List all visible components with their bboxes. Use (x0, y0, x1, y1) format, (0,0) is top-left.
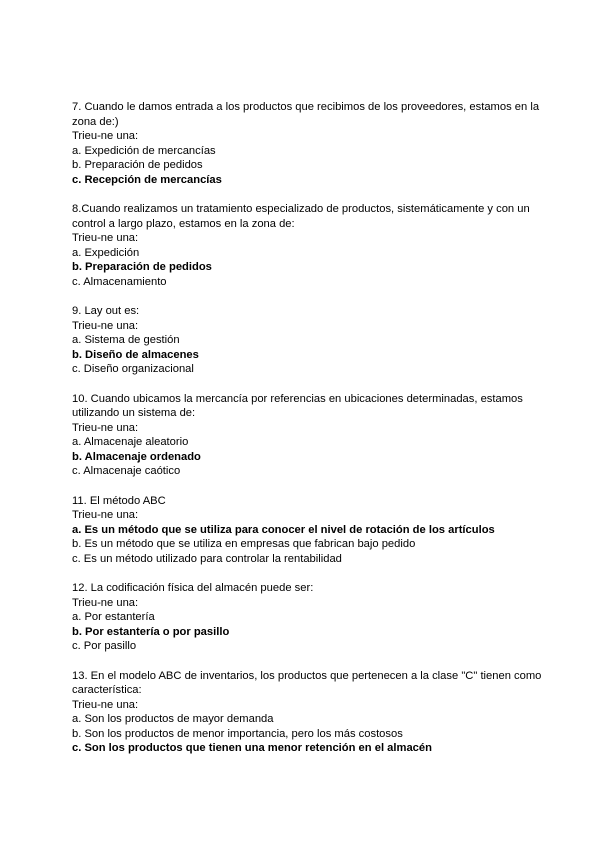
option-a: a. Por estantería (72, 611, 155, 623)
question-13 (72, 669, 542, 756)
option-c-correct: c. Recepción de mercancías (72, 173, 222, 186)
question-7 (72, 100, 542, 187)
option-a-correct: a. Es un método que se utiliza para conocer el nivel de rotación de los artículos (72, 523, 495, 536)
option-a: a. Son los productos de mayor demanda (72, 713, 274, 725)
document-page (72, 100, 542, 771)
option-a: a. Expedición (72, 246, 140, 259)
option-a: a. Expedición de mercancías (72, 144, 216, 157)
option-b-correct: b. Por estantería o por pasillo (72, 625, 230, 638)
question-10 (72, 392, 542, 479)
option-b: b. Son los productos de menor importancia, pero los más costosos (72, 727, 403, 740)
question-text: 9. Lay out es: (72, 305, 140, 317)
option-b-correct: b. Almacenaje ordenado (72, 450, 201, 463)
question-12 (72, 581, 542, 654)
option-a: a. Almacenaje aleatorio (72, 436, 189, 448)
question-9 (72, 304, 542, 377)
question-11 (72, 494, 542, 567)
question-prompt: Trieu-ne una: (72, 596, 139, 609)
option-c: c. Almacenamiento (72, 275, 167, 288)
option-b-correct: b. Preparación de pedidos (72, 261, 212, 273)
option-b-correct: b. Diseño de almacenes (72, 348, 199, 361)
option-c: c. Es un método utilizado para controlar la rentabilidad (72, 552, 342, 565)
question-prompt: Trieu-ne una: (72, 232, 139, 244)
question-prompt: Trieu-ne una: (72, 421, 139, 434)
option-c: c. Por pasillo (72, 640, 137, 652)
option-b: b. Es un método que se utiliza en empresas que fabrican bajo pedido (72, 538, 416, 550)
question-text: 11. El método ABC (72, 494, 166, 507)
option-c-correct: c. Son los productos que tienen una menor retención en el almacén (72, 742, 432, 754)
question-prompt: Trieu-ne una: (72, 319, 139, 332)
question-text: 13. En el modelo ABC de inventarios, los productos que pertenecen a la clase "C" tienen como característica: (72, 669, 542, 696)
question-text: 8.Cuando realizamos un tratamiento especializado de productos, sistemáticamente y con un control a largo plazo, estamos en la zona de: (72, 203, 530, 230)
option-a: a. Sistema de gestión (72, 334, 180, 346)
question-8 (72, 202, 542, 289)
option-c: c. Almacenaje caótico (72, 465, 181, 477)
question-text: 7. Cuando le damos entrada a los productos que recibimos de los proveedores, estamos en la zona de:) (72, 101, 540, 128)
question-text: 12. La codificación física del almacén puede ser: (72, 582, 314, 594)
question-prompt: Trieu-ne una: (72, 509, 139, 521)
option-c: c. Diseño organizacional (72, 363, 194, 375)
question-prompt: Trieu-ne una: (72, 698, 139, 711)
option-b: b. Preparación de pedidos (72, 159, 203, 171)
question-prompt: Trieu-ne una: (72, 130, 139, 142)
question-text: 10. Cuando ubicamos la mercancía por referencias en ubicaciones determinadas, estamos utilizando un sistema de: (72, 392, 523, 419)
